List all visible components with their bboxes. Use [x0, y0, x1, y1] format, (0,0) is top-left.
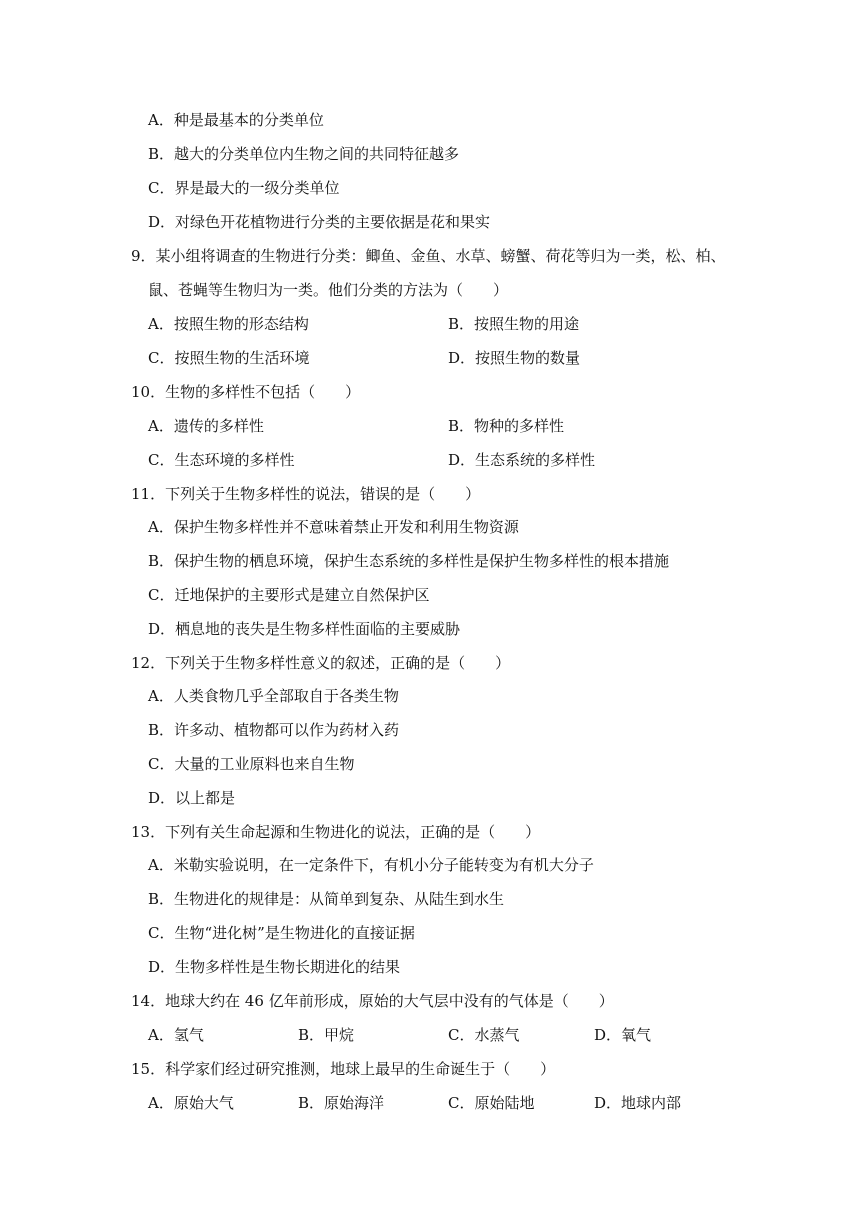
q10-option-d: D．生态系统的多样性	[448, 451, 596, 469]
q13-option-c: C．生物“进化树”是生物进化的直接证据	[148, 924, 415, 942]
q9-option-c: C．按照生物的生活环境	[148, 349, 310, 367]
q13-option-a: A．米勒实验说明，在一定条件下，有机小分子能转变为有机大分子	[148, 856, 594, 874]
q10-option-b: B．物种的多样性	[448, 417, 565, 435]
q14-option-c: C．水蒸气	[448, 1026, 520, 1044]
q9-option-a: A．按照生物的形态结构	[148, 315, 309, 333]
q8-option-a: A．种是最基本的分类单位	[148, 111, 324, 129]
q15-option-a: A．原始大气	[148, 1094, 234, 1112]
q12-option-b: B．许多动、植物都可以作为药材入药	[148, 721, 400, 739]
q9-stem-line1: 9．某小组将调查的生物进行分类：鲫鱼、金鱼、水草、螃蟹、荷花等归为一类，松、柏、	[131, 247, 726, 265]
q15-option-d: D．地球内部	[594, 1094, 682, 1112]
q10-option-c: C．生态环境的多样性	[148, 451, 295, 469]
q9-option-b: B．按照生物的用途	[448, 315, 580, 333]
q11-stem: 11．下列关于生物多样性的说法，错误的是（ ）	[131, 485, 481, 503]
q11-option-c: C．迁地保护的主要形式是建立自然保护区	[148, 586, 430, 604]
q14-option-a: A．氢气	[148, 1026, 204, 1044]
q15-option-b: B．原始海洋	[298, 1094, 385, 1112]
q13-option-b: B．生物进化的规律是：从简单到复杂、从陆生到水生	[148, 890, 505, 908]
q12-option-c: C．大量的工业原料也来自生物	[148, 755, 355, 773]
q12-stem: 12．下列关于生物多样性意义的叙述，正确的是（ ）	[131, 654, 511, 672]
q11-option-d: D．栖息地的丧失是生物多样性面临的主要威胁	[148, 620, 461, 638]
q10-stem: 10．生物的多样性不包括（ ）	[131, 383, 361, 401]
q13-stem: 13．下列有关生命起源和生物进化的说法，正确的是（ ）	[131, 823, 541, 841]
q12-option-d: D．以上都是	[148, 789, 236, 807]
q9-option-d: D．按照生物的数量	[448, 349, 581, 367]
q11-option-b: B．保护生物的栖息环境，保护生态系统的多样性是保护生物多样性的根本措施	[148, 552, 670, 570]
q14-stem: 14．地球大约在 46 亿年前形成，原始的大气层中没有的气体是（ ）	[131, 992, 614, 1010]
q10-option-a: A．遗传的多样性	[148, 417, 264, 435]
q14-option-b: B．甲烷	[298, 1026, 355, 1044]
q12-option-a: A．人类食物几乎全部取自于各类生物	[148, 687, 399, 705]
q15-option-c: C．原始陆地	[448, 1094, 535, 1112]
q8-option-c: C．界是最大的一级分类单位	[148, 179, 340, 197]
q8-option-d: D．对绿色开花植物进行分类的主要依据是花和果实	[148, 213, 491, 231]
q13-option-d: D．生物多样性是生物长期进化的结果	[148, 958, 401, 976]
q11-option-a: A．保护生物多样性并不意味着禁止开发和利用生物资源	[148, 518, 519, 536]
q14-option-d: D．氧气	[594, 1026, 652, 1044]
q9-stem-line2: 鼠、苍蝇等生物归为一类。他们分类的方法为（ ）	[148, 281, 509, 299]
q15-stem: 15．科学家们经过研究推测，地球上最早的生命诞生于（ ）	[131, 1060, 556, 1078]
q8-option-b: B．越大的分类单位内生物之间的共同特征越多	[148, 145, 460, 163]
